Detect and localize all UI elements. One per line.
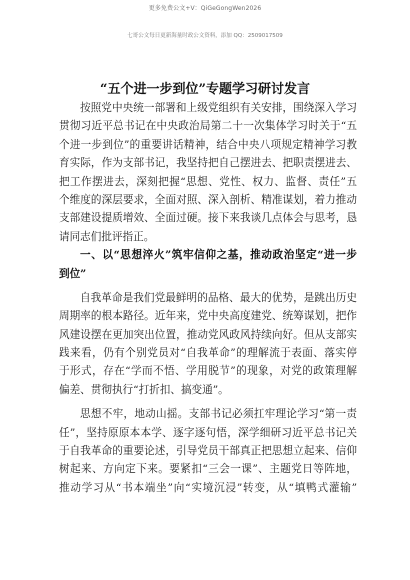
section-heading: 到位”	[59, 267, 87, 280]
body-line: 自我革命是我们党最鲜明的品格、最大的优势，是跳出历史	[80, 291, 357, 304]
page-header: 七哥公文每日更新海量时政公文资料，添加 QQ：2509017509	[127, 33, 283, 39]
body-line: 推动学习从“书本端坐”向“实境沉浸”转变，从“填鸭式灌输”	[59, 481, 357, 494]
body-line: 周期率的根本路径。近年来，党中央高度建党、统筹谋划，把作	[59, 310, 357, 323]
body-line: 践来看，仍有个别党员对“自我革命”的理解流于表面、落实停	[59, 347, 357, 360]
body-line: 思想不牢，地动山摇。支部书记必须扛牢理论学习“第一责	[80, 408, 357, 421]
body-line: 任”，坚持原原本本学、逐字逐句悟，深学细研习近平总书记关	[59, 426, 357, 439]
body-line: 个维度的深层要求，全面对照、深入剖析、精准谋划，着力推动	[59, 193, 357, 206]
body-line: 于自我革命的重要论述，引导党员干部真正把思想立起来、信仰	[59, 445, 357, 458]
section-heading: 一、以“思想淬火”筑牢信仰之基，推动政治坚定“进一步	[80, 249, 357, 262]
body-line: 按照党中央统一部署和上级党组织有关安排，围绕深入学习	[80, 102, 357, 114]
body-line: 育实际，作为支部书记，我坚持把自己摆进去、把职责摆进去、	[59, 157, 357, 170]
body-line: 偏差、贯彻执行“打折扣、搞变通”。	[59, 383, 229, 396]
document-title: “五个进一步到位”专题学习研讨发言	[100, 82, 310, 97]
body-line: 树起来、方向定下来。要紧扣“三会一课”、主题党日等阵地，	[59, 463, 357, 476]
body-line: 于形式，存在“学而不悟、学用脱节”的现象，对党的政策理解	[59, 365, 357, 378]
body-line: 支部建设提质增效、全面过硬。接下来我谈几点体会与思考，恳	[59, 212, 357, 225]
body-line: 请同志们批评指正。	[59, 230, 155, 243]
document-body	[59, 99, 357, 497]
body-line: 风建设摆在更加突出位置，推动党风政风持续向好。但从支部实	[59, 328, 357, 341]
body-line: 贯彻习近平总书记在中央政治局第二十一次集体学习时关于“五	[59, 120, 357, 133]
body-line: 个进一步到位”的重要讲话精神，结合中央八项规定精神学习教	[59, 138, 357, 151]
body-line: 把工作摆进去，深刻把握“思想、党性、权力、监督、责任”五	[59, 175, 357, 188]
watermark-note: 更多免费公文+V：QiGeGongWen2026	[148, 5, 262, 12]
